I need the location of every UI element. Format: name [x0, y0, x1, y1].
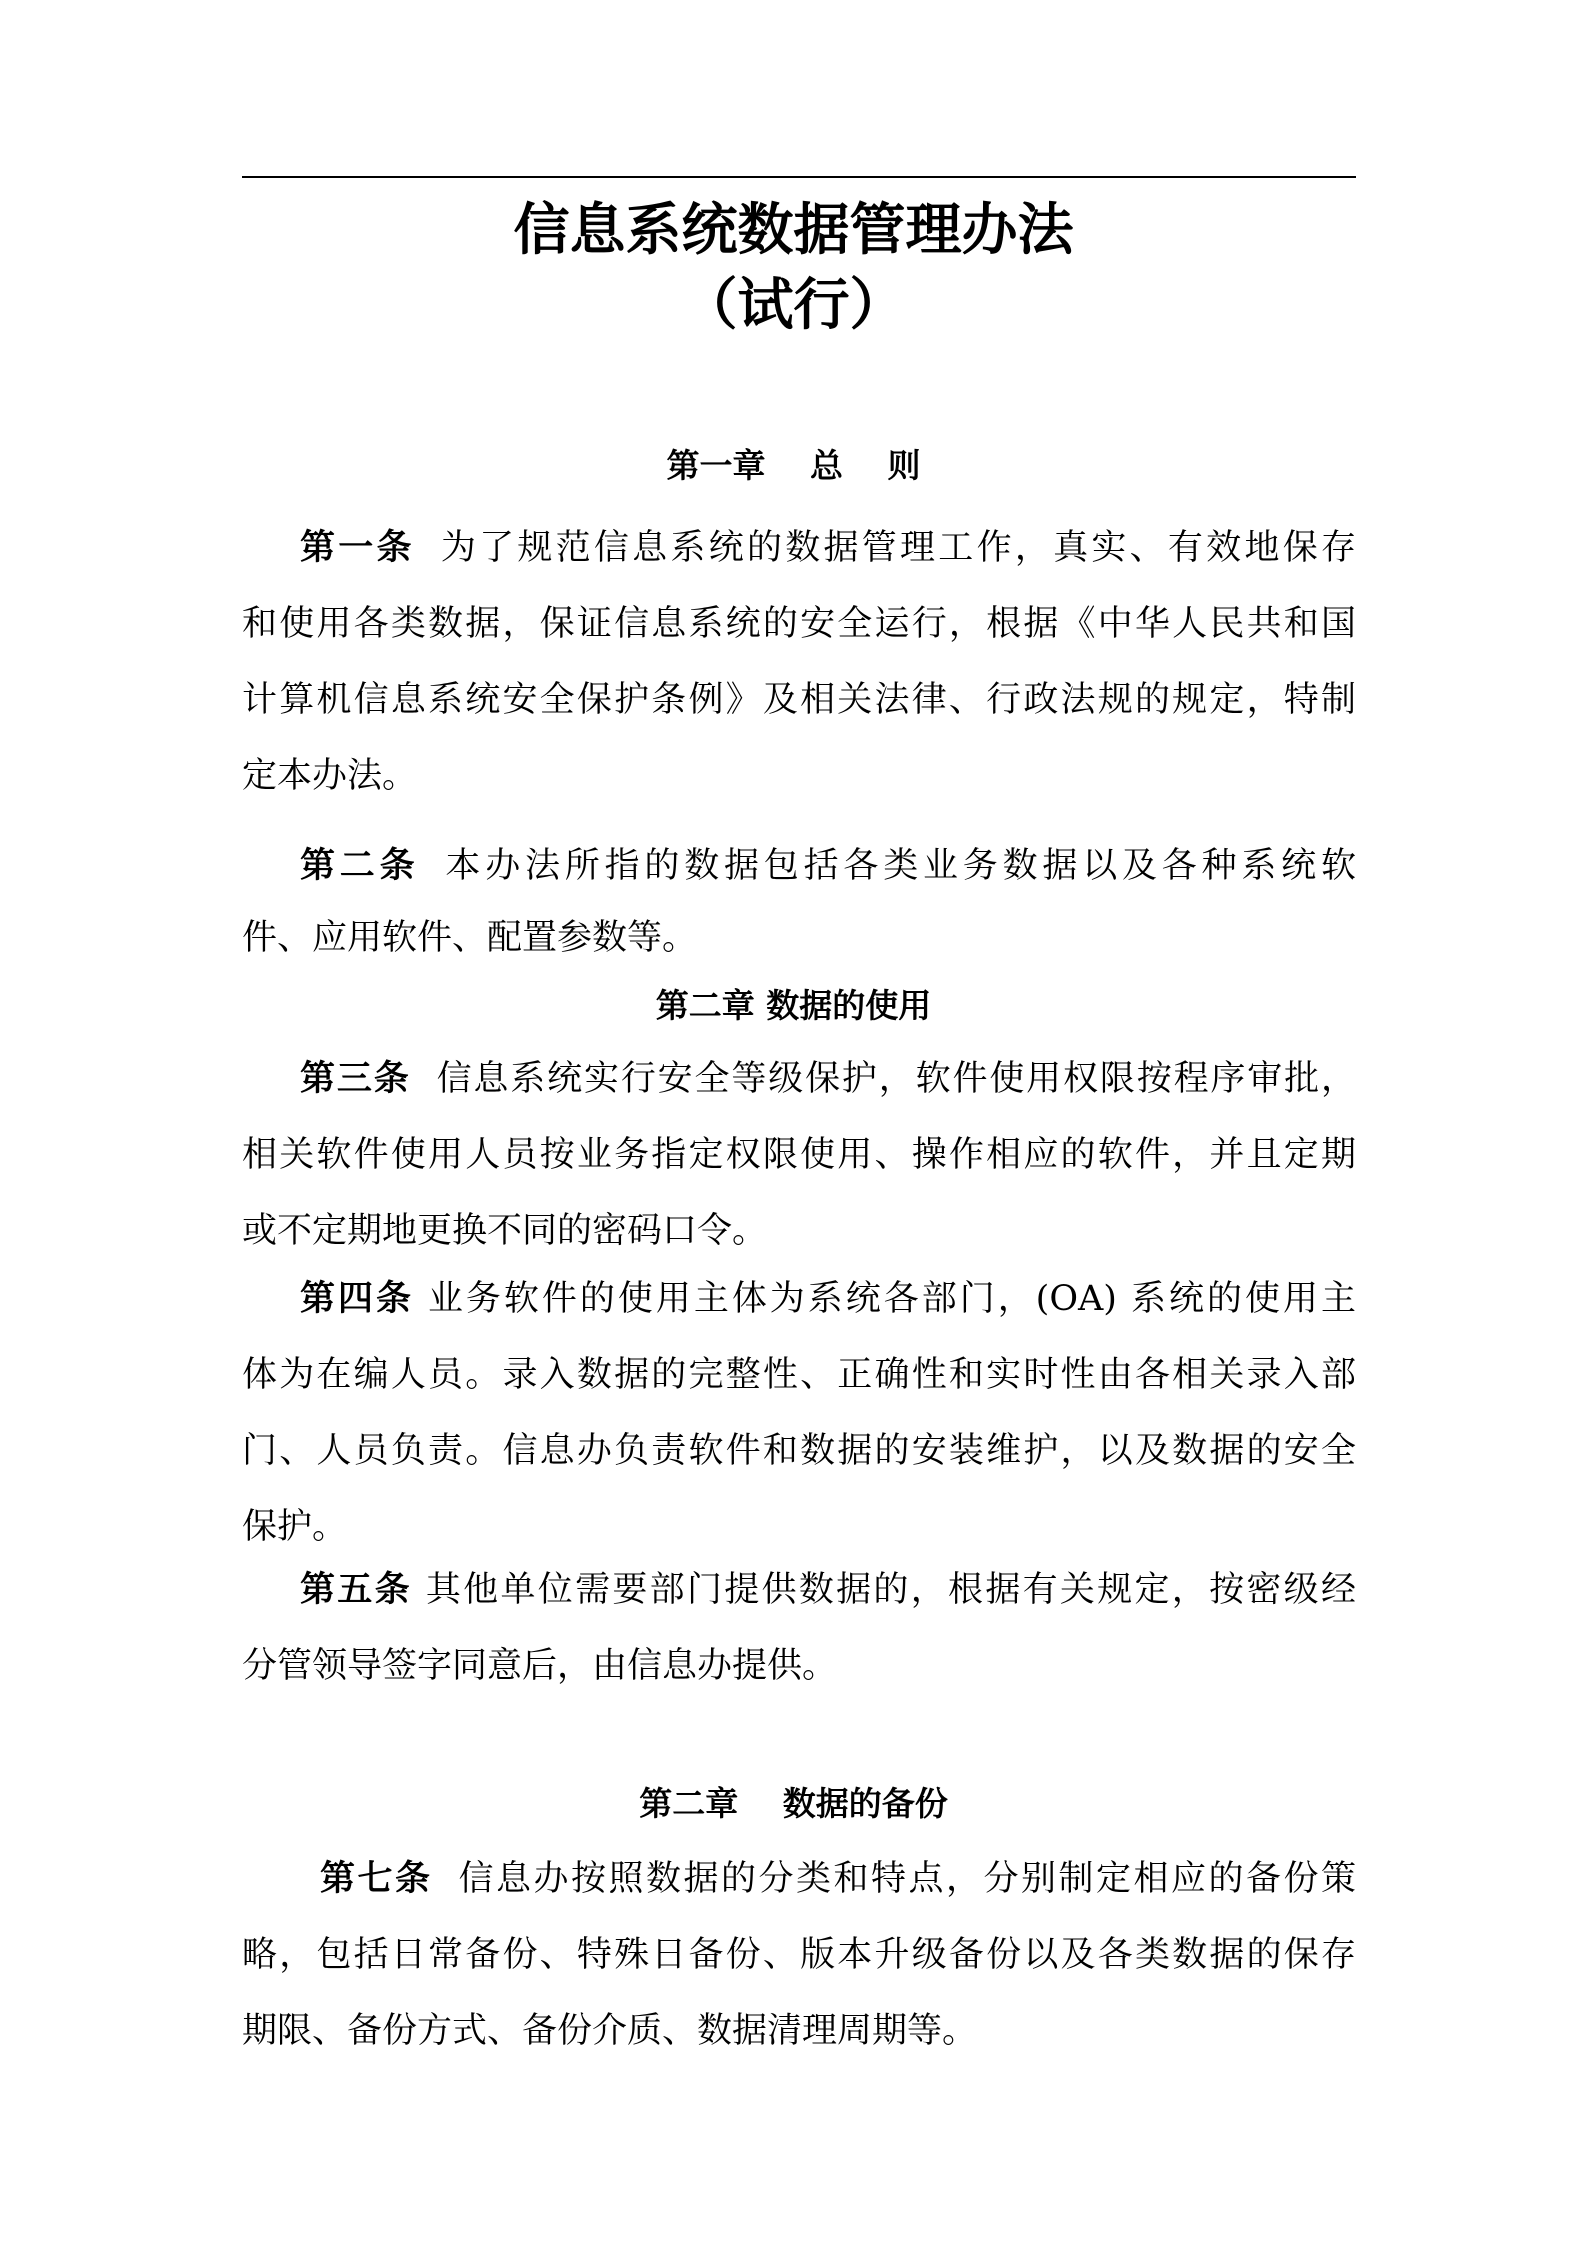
article-line: 或不定期地更换不同的密码口令。: [242, 1211, 768, 1251]
article-line: 件、应用软件、配置参数等。: [242, 918, 698, 958]
article-label: 第七条: [320, 1859, 433, 1899]
article-line: 计算机信息系统安全保护条例》及相关法律、行政法规的规定，特制: [242, 680, 1356, 720]
article-1: 第一条 为了规范信息系统的数据管理工作，真实、有效地保存 和使用各类数据，保证信息系统的安全运行，根据《中华人民共和国 计算机信息系统安全保护条例》及相关法律、行政法规的规定，特制 定本办法。: [242, 510, 1356, 814]
article-5: 第五条 其他单位需要部门提供数据的，根据有关规定，按密级经 分管领导签字同意后，由信息办提供。: [242, 1552, 1356, 1704]
article-line: 门、人员负责。信息办负责软件和数据的安装维护，以及数据的安全: [242, 1431, 1356, 1471]
article-line: 体为在编人员。录入数据的完整性、正确性和实时性由各相关录入部: [242, 1355, 1356, 1395]
article-label: 第一条: [300, 528, 415, 568]
article-label: 第三条: [300, 1059, 411, 1099]
chapter-heading-3: 第二章 数据的备份: [639, 1784, 948, 1823]
chapter-heading-2: 第二章 数据的使用: [655, 986, 932, 1025]
chapter-heading-1: 第一章 总 则: [666, 446, 921, 485]
article-4: 第四条 业务软件的使用主体为系统各部门，(OA) 系统的使用主 体为在编人员。录入数据的完整性、正确性和实时性由各相关录入部 门、人员负责。信息办负责软件和数据的安装维护，以及数据的安全 保护。: [242, 1261, 1356, 1565]
article-line: 相关软件使用人员按业务指定权限使用、操作相应的软件，并且定期: [242, 1135, 1356, 1175]
article-label: 第二条: [300, 846, 420, 886]
article-3: 第三条 信息系统实行安全等级保护，软件使用权限按程序审批， 相关软件使用人员按业务指定权限使用、操作相应的软件，并且定期 或不定期地更换不同的密码口令。: [242, 1041, 1356, 1269]
article-line: 和使用各类数据，保证信息系统的安全运行，根据《中华人民共和国: [242, 604, 1356, 644]
header-rule: [242, 176, 1356, 178]
article-7: 第七条 信息办按照数据的分类和特点，分别制定相应的备份策 略，包括日常备份、特殊日备份、版本升级备份以及各类数据的保存 期限、备份方式、备份介质、数据清理周期等。: [242, 1841, 1356, 2069]
article-2: 第二条 本办法所指的数据包括各类业务数据以及各种系统软 件、应用软件、配置参数等。: [242, 828, 1356, 976]
article-label: 第五条: [300, 1570, 412, 1610]
article-label: 第四条: [300, 1279, 414, 1319]
article-line: 定本办法。: [242, 756, 418, 796]
article-line: 期限、备份方式、备份介质、数据清理周期等。: [242, 2011, 978, 2051]
document-title: 信息系统数据管理办法: [513, 198, 1074, 263]
article-line: 略，包括日常备份、特殊日备份、版本升级备份以及各类数据的保存: [242, 1935, 1356, 1975]
article-line: 保护。: [242, 1507, 348, 1547]
document-subtitle: （试行）: [681, 273, 906, 338]
article-line: 分管领导签字同意后，由信息办提供。: [242, 1646, 838, 1686]
